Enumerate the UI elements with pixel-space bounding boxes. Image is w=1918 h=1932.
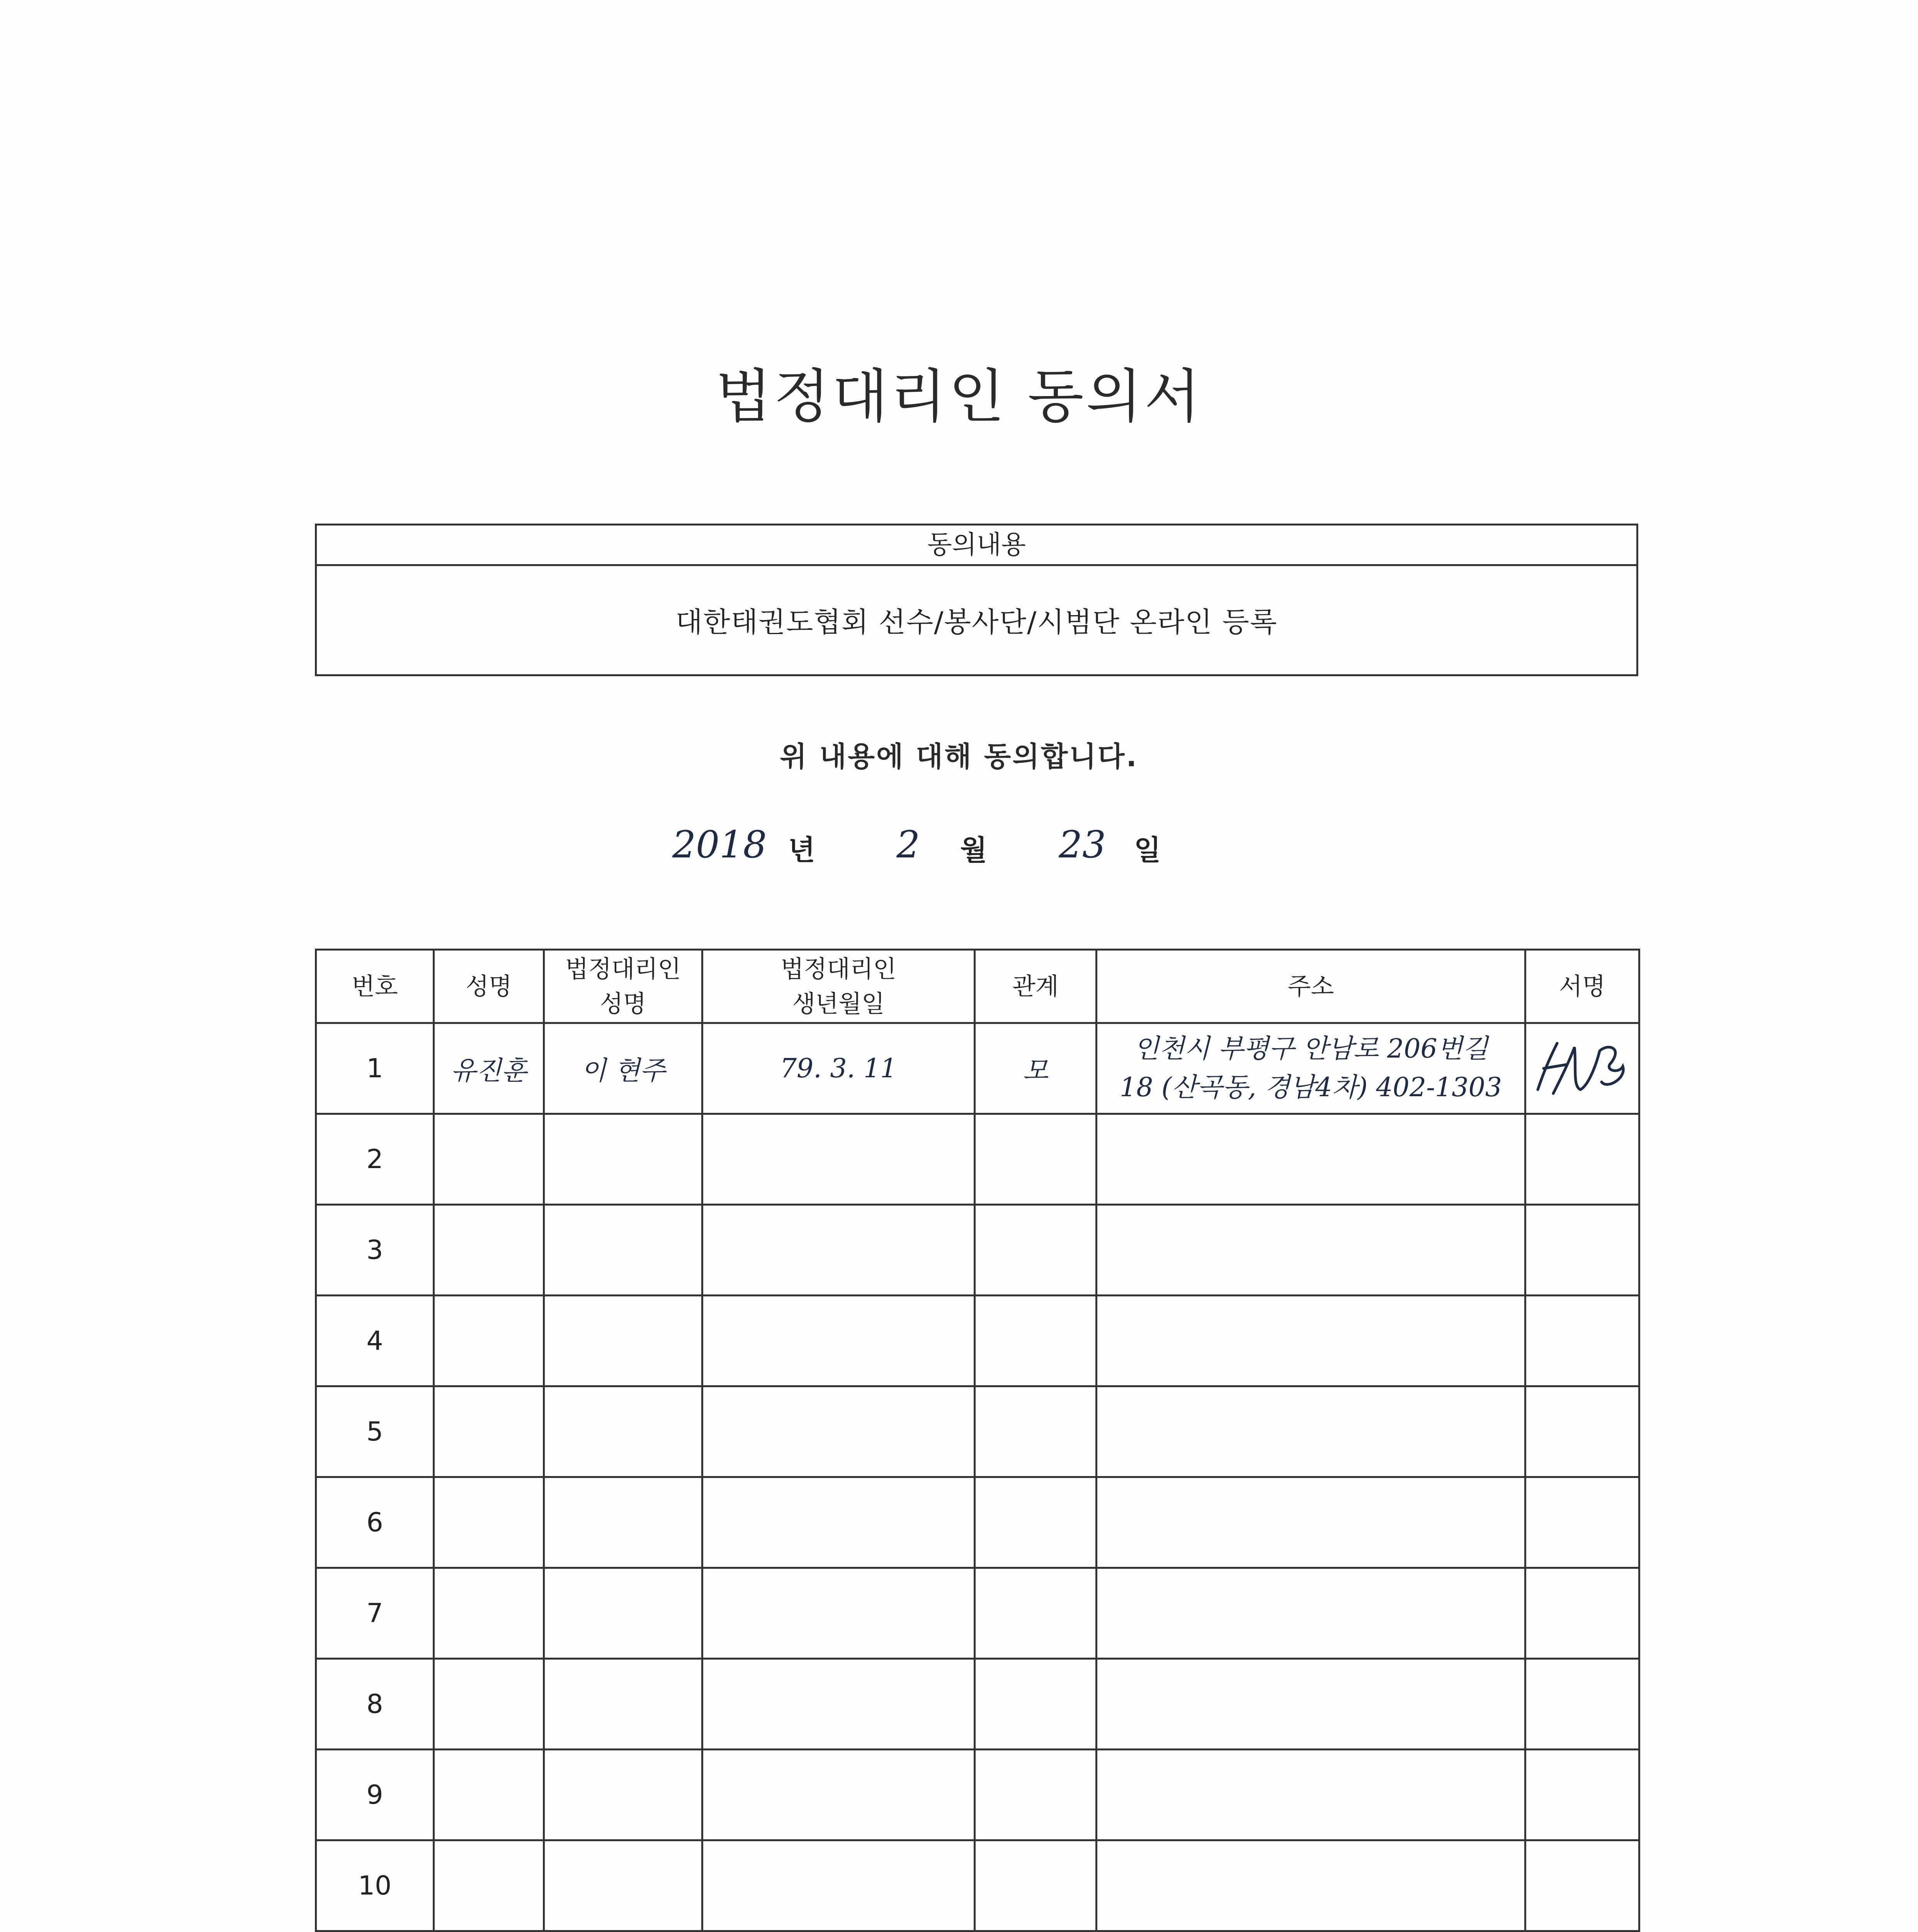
cell-relation xyxy=(975,1114,1097,1205)
handwritten-signature xyxy=(1530,1032,1634,1105)
cell-no: 9 xyxy=(316,1750,434,1840)
cell-signature xyxy=(1525,1023,1639,1114)
cell-address xyxy=(1097,1750,1525,1840)
cell-name xyxy=(434,1840,544,1931)
table-row xyxy=(316,1840,1639,1931)
cell-guardian-birth xyxy=(702,1205,975,1296)
cell-signature xyxy=(1525,1659,1639,1750)
cell-relation xyxy=(975,1840,1097,1931)
table-row xyxy=(316,1296,1639,1386)
cell-address xyxy=(1097,1840,1525,1931)
cell-signature xyxy=(1525,1840,1639,1931)
cell-relation: 모 xyxy=(975,1023,1097,1114)
cell-guardian-name xyxy=(544,1659,702,1750)
cell-name xyxy=(434,1205,544,1296)
col-header-guardian-birth-line2: 생년월일 xyxy=(792,989,885,1018)
cell-name xyxy=(434,1386,544,1477)
cell-address xyxy=(1097,1659,1525,1750)
cell-address xyxy=(1097,1296,1525,1386)
cell-signature xyxy=(1525,1386,1639,1477)
cell-signature xyxy=(1525,1568,1639,1659)
cell-guardian-name xyxy=(544,1205,702,1296)
date-day: 23 xyxy=(1059,823,1106,866)
cell-name xyxy=(434,1296,544,1386)
date-year-unit: 년 xyxy=(788,834,815,866)
cell-signature xyxy=(1525,1477,1639,1568)
col-header-guardian-name xyxy=(544,950,702,1023)
table-row xyxy=(316,1477,1639,1568)
guardian-table xyxy=(315,949,1640,1932)
cell-guardian-name xyxy=(544,1840,702,1931)
cell-guardian-birth xyxy=(702,1840,975,1931)
cell-name: 유진훈 xyxy=(434,1023,544,1114)
cell-guardian-name xyxy=(544,1386,702,1477)
cell-guardian-name xyxy=(544,1750,702,1840)
cell-no: 6 xyxy=(316,1477,434,1568)
table-row xyxy=(316,1750,1639,1840)
cell-address xyxy=(1097,1568,1525,1659)
cell-name xyxy=(434,1750,544,1840)
cell-guardian-birth xyxy=(702,1659,975,1750)
cell-no: 5 xyxy=(316,1386,434,1477)
date-day-unit: 일 xyxy=(1134,834,1161,866)
cell-guardian-birth xyxy=(702,1114,975,1205)
cell-relation xyxy=(975,1659,1097,1750)
date-year: 2018 xyxy=(672,823,767,866)
cell-guardian-birth xyxy=(702,1568,975,1659)
cell-address-line2: 18 (산곡동, 경남4차) 402-1303 xyxy=(1119,1072,1502,1103)
cell-signature xyxy=(1525,1205,1639,1296)
consent-box xyxy=(315,524,1638,676)
cell-signature xyxy=(1525,1114,1639,1205)
cell-no: 2 xyxy=(316,1114,434,1205)
cell-address xyxy=(1097,1023,1525,1114)
cell-relation xyxy=(975,1750,1097,1840)
cell-guardian-birth: 79. 3. 11 xyxy=(702,1023,975,1114)
cell-relation xyxy=(975,1568,1097,1659)
cell-guardian-name xyxy=(544,1477,702,1568)
cell-guardian-birth xyxy=(702,1386,975,1477)
col-header-address: 주소 xyxy=(1097,950,1525,1023)
cell-no: 7 xyxy=(316,1568,434,1659)
cell-relation xyxy=(975,1386,1097,1477)
cell-no: 1 xyxy=(316,1023,434,1114)
cell-no: 3 xyxy=(316,1205,434,1296)
cell-guardian-birth xyxy=(702,1296,975,1386)
date-month: 2 xyxy=(896,823,920,866)
col-header-guardian-name-line1: 법정대리인 xyxy=(565,954,681,983)
cell-guardian-name xyxy=(544,1114,702,1205)
cell-relation xyxy=(975,1205,1097,1296)
col-header-guardian-name-line2: 성명 xyxy=(600,989,646,1018)
col-header-relation: 관계 xyxy=(975,950,1097,1023)
cell-address xyxy=(1097,1386,1525,1477)
col-header-name: 성명 xyxy=(434,950,544,1023)
cell-relation xyxy=(975,1477,1097,1568)
col-header-no: 번호 xyxy=(316,950,434,1023)
cell-guardian-birth xyxy=(702,1477,975,1568)
table-row xyxy=(316,1659,1639,1750)
cell-guardian-name xyxy=(544,1568,702,1659)
cell-relation xyxy=(975,1296,1097,1386)
cell-no: 4 xyxy=(316,1296,434,1386)
col-header-guardian-birth-line1: 법정대리인 xyxy=(780,954,896,983)
cell-guardian-name xyxy=(544,1296,702,1386)
table-row xyxy=(316,1568,1639,1659)
cell-no: 8 xyxy=(316,1659,434,1750)
col-header-guardian-birth xyxy=(702,950,975,1023)
cell-address xyxy=(1097,1477,1525,1568)
col-header-signature: 서명 xyxy=(1525,950,1639,1023)
cell-guardian-name: 이 현주 xyxy=(544,1023,702,1114)
cell-signature xyxy=(1525,1296,1639,1386)
table-row xyxy=(316,1023,1639,1114)
consent-header: 동의내용 xyxy=(317,526,1636,566)
agree-statement: 위 내용에 대해 동의합니다. xyxy=(780,740,1138,773)
table-row xyxy=(316,1114,1639,1205)
table-header-row xyxy=(316,950,1639,1023)
cell-no: 10 xyxy=(316,1840,434,1931)
cell-guardian-birth xyxy=(702,1750,975,1840)
table-row xyxy=(316,1205,1639,1296)
cell-signature xyxy=(1525,1750,1639,1840)
cell-name xyxy=(434,1114,544,1205)
cell-address-line1: 인천시 부평구 안남로 206번길 xyxy=(1133,1034,1488,1064)
cell-address xyxy=(1097,1205,1525,1296)
date-month-unit: 월 xyxy=(960,834,987,866)
consent-body: 대한태권도협회 선수/봉사단/시범단 온라인 등록 xyxy=(675,606,1278,638)
document-title: 법정대리인 동의서 xyxy=(715,363,1203,430)
cell-name xyxy=(434,1568,544,1659)
cell-name xyxy=(434,1477,544,1568)
cell-address xyxy=(1097,1114,1525,1205)
table-row xyxy=(316,1386,1639,1477)
cell-name xyxy=(434,1659,544,1750)
